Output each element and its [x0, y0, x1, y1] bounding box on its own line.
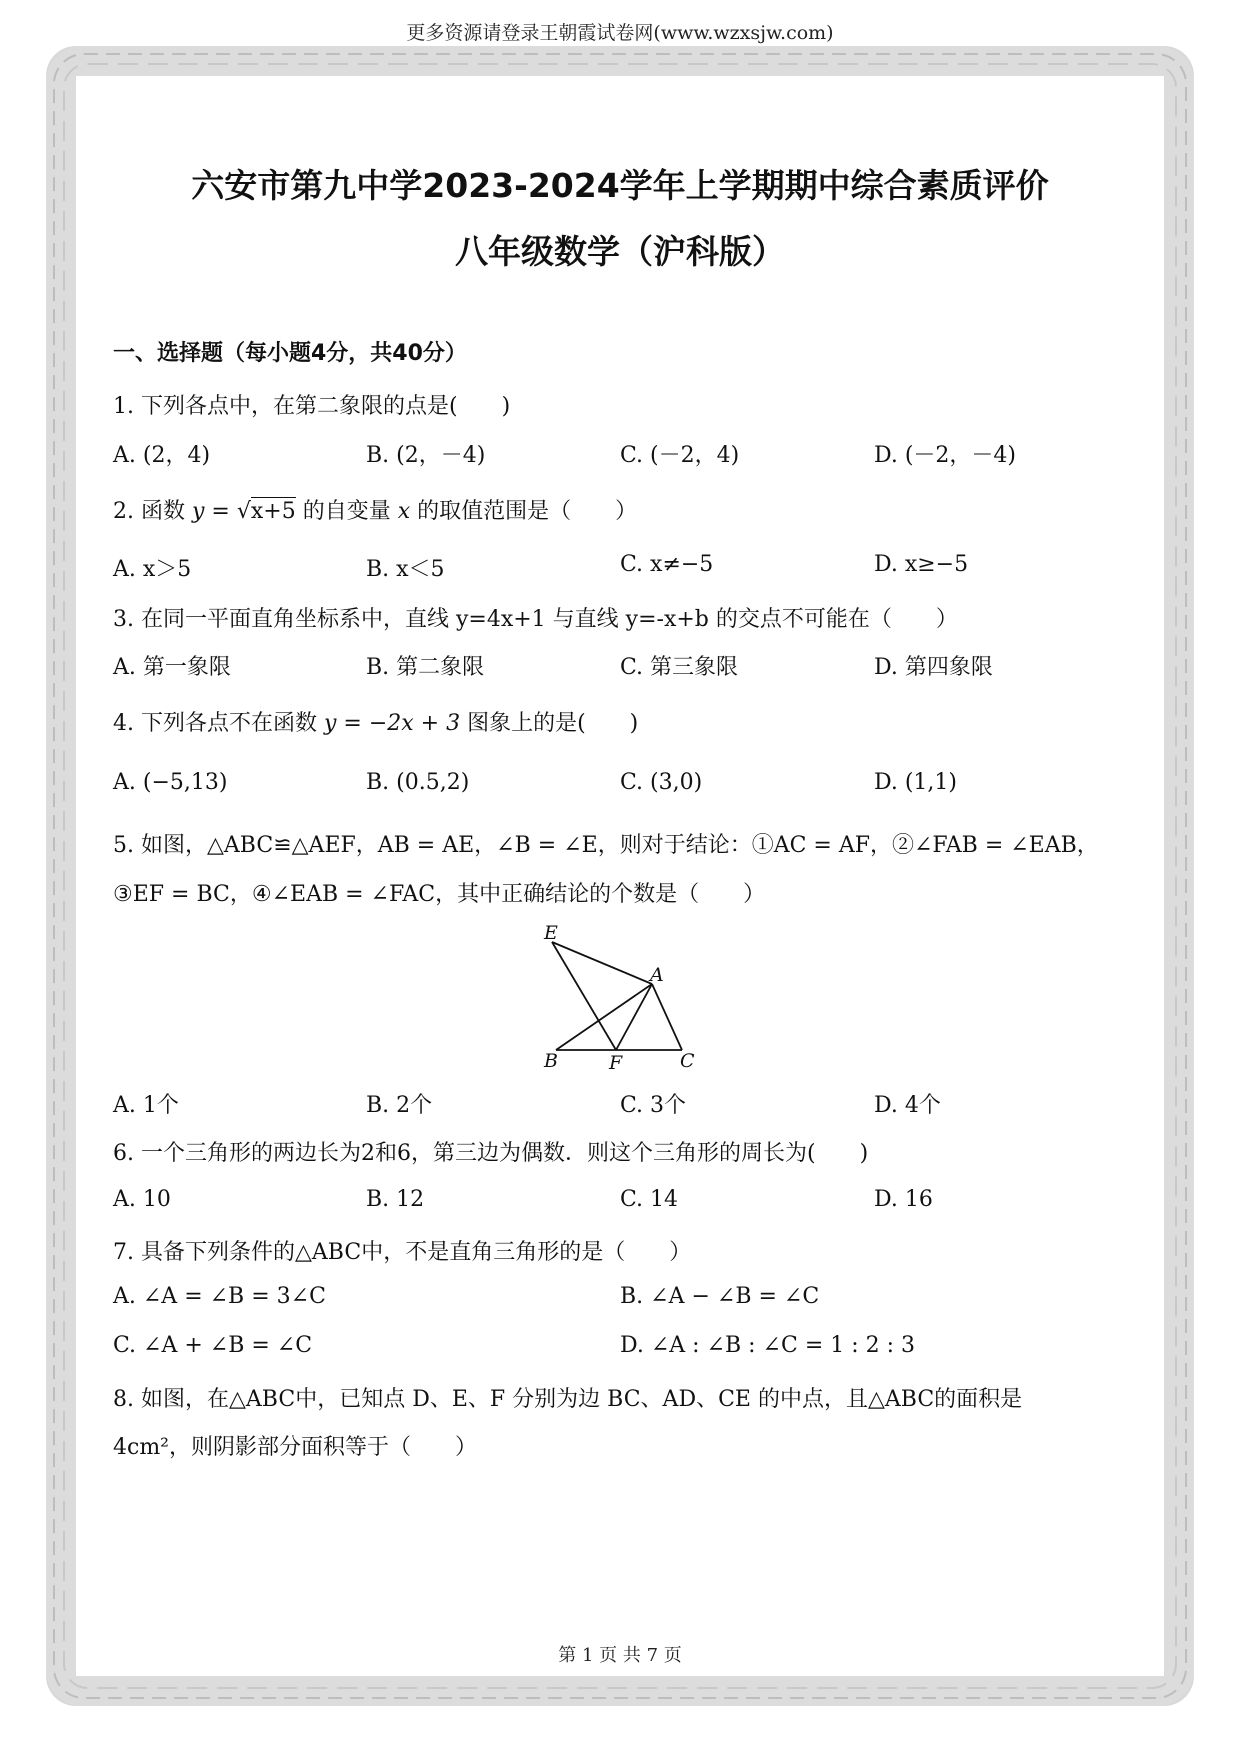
q5-option-c: C. 3个	[620, 1093, 687, 1118]
q5-option-d: D. 4个	[874, 1093, 941, 1118]
q1-option-a: A. (2，4)	[113, 443, 211, 468]
q2-rest1: 的自变量	[295, 499, 398, 524]
q4-option-c: C. (3,0)	[620, 770, 703, 795]
page-title: 六安市第九中学2023-2024学年上学期期中综合素质评价	[191, 166, 1049, 205]
q1-option-c: C. (－2，4)	[620, 443, 740, 468]
q3-option-b: B. 第二象限	[366, 655, 485, 680]
question-3: 3. 在同一平面直角坐标系中，直线 y=4x+1 与直线 y=-x+b 的交点不可能在（ ）	[113, 607, 958, 632]
q6-option-b: B. 12	[366, 1187, 425, 1212]
q3-option-d: D. 第四象限	[874, 655, 993, 680]
q3-option-a: A. 第一象限	[113, 655, 231, 680]
q2-eq: =	[204, 499, 237, 524]
q4-stem-post: 图象上的是( )	[460, 711, 639, 736]
label-c: C	[680, 1050, 695, 1070]
question-6: 6. 一个三角形的两边长为2和6，第三边为偶数．则这个三角形的周长为( )	[113, 1141, 869, 1166]
question-1: 1. 下列各点中，在第二象限的点是( )	[113, 394, 511, 419]
site-banner: 更多资源请登录王朝霞试卷网(www.wzxsjw.com)	[406, 22, 834, 44]
q2-var: x	[397, 499, 411, 524]
q4-function: y = −2x + 3	[323, 711, 461, 736]
label-b: B	[544, 1050, 558, 1070]
question-7: 7. 具备下列条件的△ABC中，不是直角三角形的是（ ）	[113, 1240, 692, 1265]
q4-option-d: D. (1,1)	[874, 770, 957, 795]
label-e: E	[544, 922, 558, 944]
q7-option-d: D. ∠A : ∠B : ∠C = 1 : 2 : 3	[620, 1333, 916, 1358]
q7-option-c: C. ∠A + ∠B = ∠C	[113, 1333, 313, 1358]
q2-number: 2. 函数	[113, 499, 185, 524]
question-4	[113, 706, 638, 737]
q6-option-c: C. 14	[620, 1187, 679, 1212]
question-2: 2. 函数 y = √x+5 的自变量 x 的取值范围是（ ）	[113, 499, 638, 524]
label-a: A	[650, 964, 664, 986]
segment-af	[616, 984, 652, 1050]
q2-radicand: x+5	[250, 499, 296, 524]
question-5-line-1: 5. 如图，△ABC≌△AEF，AB = AE，∠B = ∠E，则对于结论：①AC = AF，②∠FAB = ∠EAB，	[113, 833, 1099, 858]
q5-triangle-figure	[536, 920, 696, 1070]
q7-option-b: B. ∠A − ∠B = ∠C	[620, 1284, 820, 1309]
q2-option-d: D. x≥−5	[874, 552, 969, 577]
question-8-line-2: 4cm²，则阴影部分面积等于（ ）	[113, 1435, 478, 1460]
q6-option-d: D. 16	[874, 1187, 933, 1212]
segment-ea	[552, 942, 652, 984]
segment-ef	[552, 942, 616, 1050]
q7-option-a: A. ∠A = ∠B = 3∠C	[113, 1284, 326, 1309]
q1-option-b: B. (2，－4)	[366, 443, 486, 468]
question-8-line-1: 8. 如图，在△ABC中，已知点 D、E、F 分别为边 BC、AD、CE 的中点，且△ABC的面积是	[113, 1387, 1023, 1412]
q2-option-c: C. x≠−5	[620, 552, 714, 577]
q5-option-a: A. 1个	[113, 1093, 179, 1118]
q5-option-b: B. 2个	[366, 1093, 433, 1118]
q3-option-c: C. 第三象限	[620, 655, 739, 680]
section-heading: 一、选择题（每小题4分，共40分）	[113, 341, 467, 366]
q1-option-d: D. (－2，－4)	[874, 443, 1017, 468]
q4-option-b: B. (0.5,2)	[366, 770, 470, 795]
label-f: F	[609, 1052, 623, 1070]
q6-option-a: A. 10	[113, 1187, 171, 1212]
q2-y: y	[191, 499, 205, 524]
segment-ac	[652, 984, 682, 1050]
q2-option-b: B. x＜5	[366, 557, 445, 582]
segment-ba	[556, 984, 652, 1050]
page-footer: 第 1 页 共 7 页	[558, 1645, 682, 1666]
q4-stem-pre: 4. 下列各点不在函数	[113, 711, 324, 736]
q4-option-a: A. (−5,13)	[113, 770, 228, 795]
page-subtitle: 八年级数学（沪科版）	[455, 232, 785, 271]
q2-option-a: A. x＞5	[113, 557, 192, 582]
question-5-line-2: ③EF = BC，④∠EAB = ∠FAC，其中正确结论的个数是（ ）	[113, 882, 766, 907]
q2-rest2: 的取值范围是（ ）	[410, 499, 638, 524]
